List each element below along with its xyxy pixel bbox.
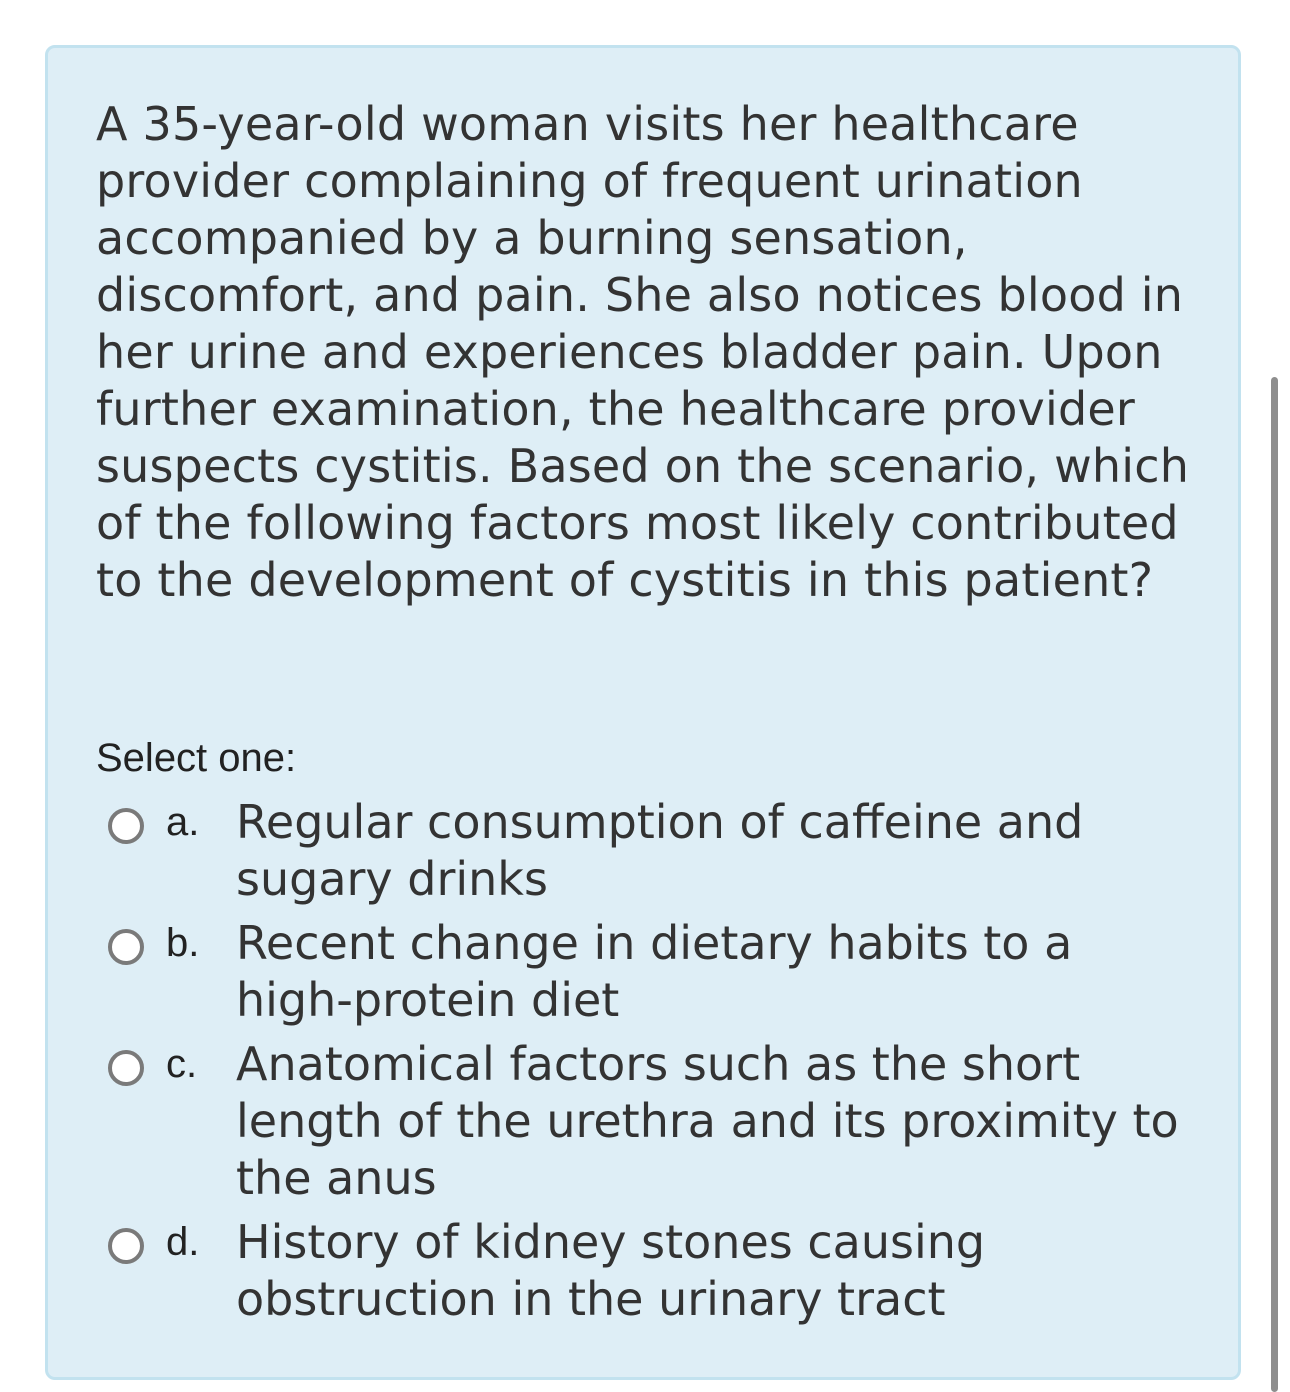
option-letter-d: d.: [166, 1220, 200, 1264]
question-text: A 35-year-old woman visits her healthcare provider complaining of frequent urination accompanied by a burning sensation, discomfort, and pain. She also notices blood in her urine and experiences bladder pain. Upon further examination, the healthcare provider suspects cystitis. Based on the scenario, which of the following factors most likely contributed to the development of cystitis in this patient?: [96, 97, 1190, 607]
radio-button-b[interactable]: [108, 929, 144, 965]
option-text-c[interactable]: Anatomical factors such as the short length of the urethra and its proximity to the anus: [236, 1037, 1179, 1205]
select-one-label: Select one:: [96, 736, 297, 780]
question-card: [45, 45, 1241, 1380]
option-letter-b: b.: [166, 921, 200, 965]
radio-button-c[interactable]: [108, 1050, 144, 1086]
option-text-a[interactable]: Regular consumption of caffeine and sugary drinks: [236, 795, 1084, 906]
vertical-scrollbar[interactable]: [1271, 377, 1278, 1392]
radio-button-a[interactable]: [108, 808, 144, 844]
option-letter-a: a.: [166, 800, 200, 844]
option-letter-c: c.: [166, 1042, 198, 1086]
option-text-d[interactable]: History of kidney stones causing obstruction in the urinary tract: [236, 1215, 986, 1326]
option-text-b[interactable]: Recent change in dietary habits to a high-protein diet: [236, 916, 1073, 1027]
radio-button-d[interactable]: [108, 1228, 144, 1264]
